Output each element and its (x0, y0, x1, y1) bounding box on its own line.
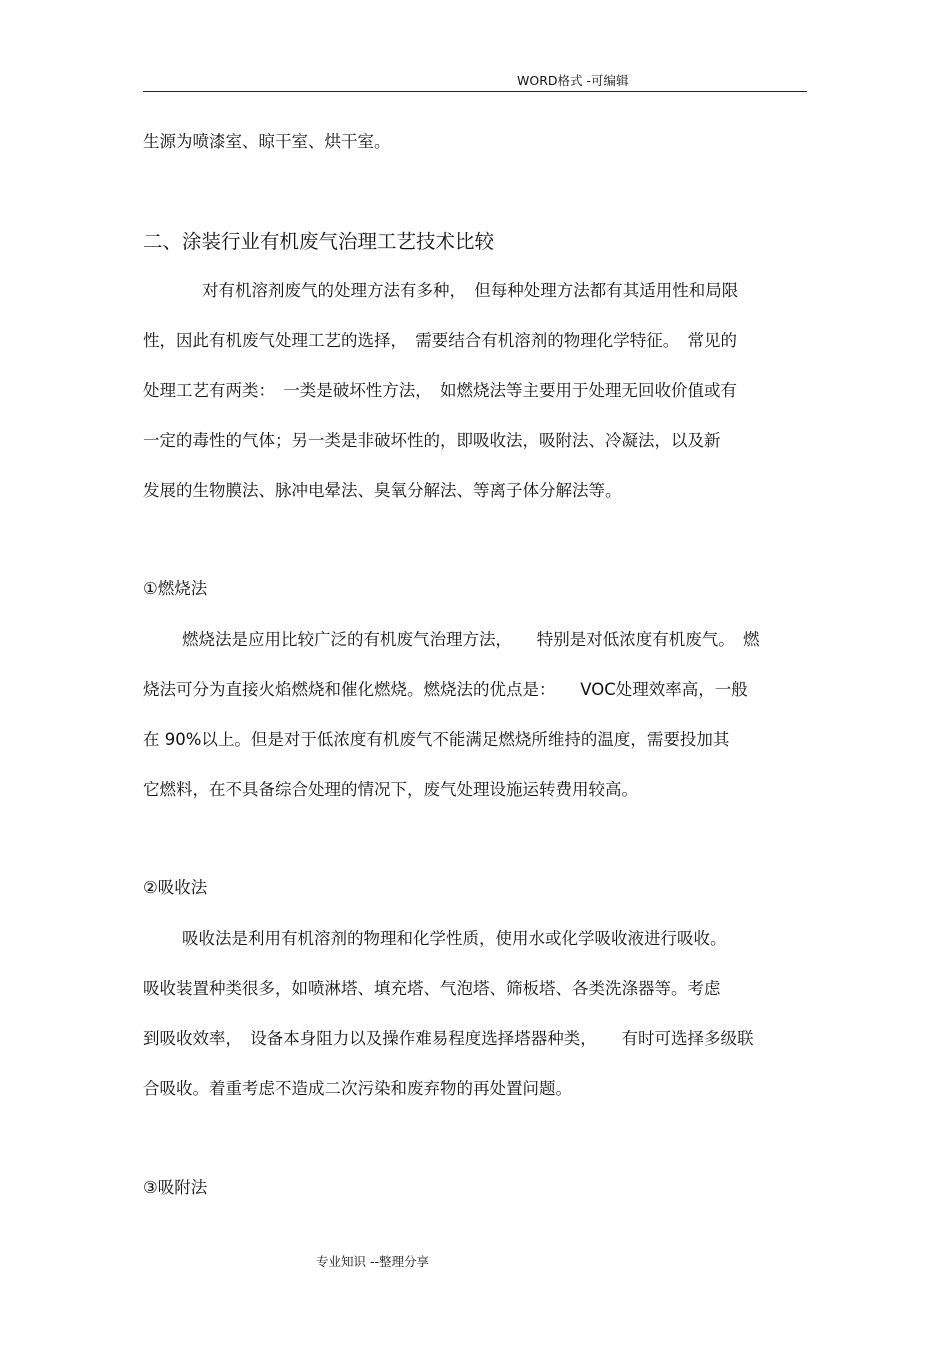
subsection-heading: ②吸收法 (143, 878, 208, 897)
subsection-heading: ①燃烧法 (143, 579, 208, 598)
text-line: 合吸收。着重考虑不造成二次污染和废弃物的再处置问题。 (143, 1079, 572, 1098)
text-line: 吸收装置种类很多，如喷淋塔、填充塔、气泡塔、筛板塔、各类洗涤器等。考虑 (143, 979, 721, 998)
text-line: 性，因此有机废气处理工艺的选择， 需要结合有机溶剂的物理化学特征。 常见的 (143, 331, 737, 350)
text-line: 烧法可分为直接火焰燃烧和催化燃烧。燃烧法的优点是： VOC处理效率高，一般 (143, 680, 748, 699)
text-line: 发展的生物膜法、脉冲电晕法、臭氧分解法、等离子体分解法等。 (143, 481, 622, 500)
subsection-heading: ③吸附法 (143, 1178, 208, 1197)
page-header: WORD格式 -可编辑 (517, 73, 629, 88)
text-line: 一定的毒性的气体；另一类是非破坏性的，即吸收法，吸附法、冷凝法，以及新 (143, 431, 721, 450)
text-line: 到吸收效率， 设备本身阻力以及操作难易程度选择塔器种类， 有时可选择多级联 (143, 1029, 754, 1048)
text-line: 燃烧法是应用比较广泛的有机废气治理方法， 特别是对低浓度有机废气。 燃 (182, 630, 760, 649)
section-heading: 二、涂装行业有机废气治理工艺技术比较 (143, 230, 495, 253)
header-rule (143, 91, 807, 92)
text-line: 它燃料，在不具备综合处理的情况下，废气处理设施运转费用较高。 (143, 780, 638, 799)
text-line: 对有机溶剂废气的处理方法有多种， 但每种处理方法都有其适用性和局限 (202, 281, 739, 300)
text-line: 生源为喷漆室、晾干室、烘干室。 (143, 132, 391, 151)
text-line: 吸收法是利用有机溶剂的物理和化学性质，使用水或化学吸收液进行吸收。 (182, 929, 727, 948)
text-line: 在 90%以上。但是对于低浓度有机废气不能满足燃烧所维持的温度，需要投加其 (143, 730, 730, 749)
text-line: 处理工艺有两类： 一类是破坏性方法， 如燃烧法等主要用于处理无回收价值或有 (143, 381, 737, 400)
page-footer: 专业知识 --整理分享 (316, 1254, 429, 1269)
